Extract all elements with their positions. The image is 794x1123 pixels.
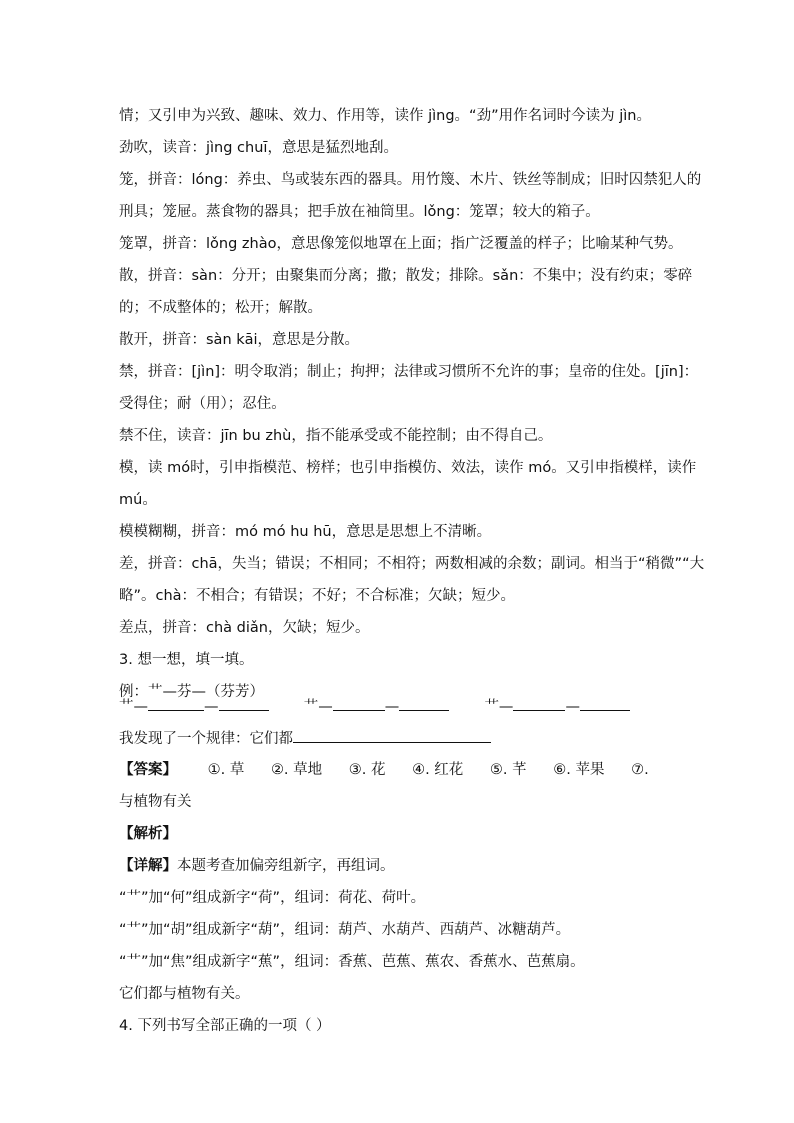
text-line: 劲吹，读音：jìng chuī，意思是猛烈地刮。 bbox=[119, 140, 398, 156]
detail-text: 本题考查加偏旁组新字，再组词。 bbox=[177, 858, 395, 874]
blank-field[interactable] bbox=[219, 696, 269, 711]
analysis-line: 它们都与植物有关。 bbox=[119, 986, 250, 1002]
analysis-line: “艹”加“焦”组成新字“蕉”，组词：香蕉、芭蕉、蕉农、香蕉水、芭蕉扇。 bbox=[119, 954, 585, 970]
analysis-label: 【解析】 bbox=[119, 826, 177, 842]
text-line: 禁，拼音：[jìn]：明令取消；制止；拘押；法律或习惯所不允许的事；皇帝的住处。[jīn]： bbox=[119, 364, 699, 380]
detail-label: 【详解】 bbox=[119, 858, 177, 874]
answer-label: 【答案】 bbox=[119, 762, 177, 778]
text-line: 散，拼音：sàn：分开；由聚集而分离；撒；散发；排除。sǎn：不集中；没有约束；零碎 bbox=[119, 268, 693, 284]
radical-label: 艹— bbox=[303, 699, 333, 715]
answer-item: ④. 红花 bbox=[412, 762, 464, 778]
answer-item: ②. 草地 bbox=[270, 762, 323, 778]
fill-blank-row bbox=[119, 696, 689, 717]
text-line: 刑具；笼屉。蒸食物的器具；把手放在袖筒里。lǒng：笼罩；较大的箱子。 bbox=[119, 204, 600, 220]
analysis-line: “艹”加“胡”组成新字“葫”，组词：葫芦、水葫芦、西葫芦、冰糖葫芦。 bbox=[119, 922, 571, 938]
radical-label: 艹— bbox=[484, 699, 514, 715]
detail-row bbox=[119, 856, 689, 876]
rule-row bbox=[119, 728, 689, 749]
blank-field[interactable] bbox=[148, 696, 204, 711]
blank-field[interactable] bbox=[580, 696, 630, 711]
answer-item: ⑥. 苹果 bbox=[553, 762, 605, 778]
rule-blank-field[interactable] bbox=[293, 728, 491, 743]
answer-item: ⑤. 芊 bbox=[489, 762, 527, 778]
text-line: 模模糊糊，拼音：mó mó hu hū，意思是思想上不清晰。 bbox=[119, 524, 492, 540]
question-3-example: 例：艹—芬—（芬芳） bbox=[119, 684, 264, 700]
question-4-title: 4. 下列书写全部正确的一项（ ） bbox=[119, 1018, 331, 1034]
blank-field[interactable] bbox=[333, 696, 385, 711]
text-line: 笼，拼音：lóng：养虫、鸟或装东西的器具。用竹篾、木片、铁丝等制成；旧时囚禁犯人的 bbox=[119, 172, 702, 188]
dash-label: — bbox=[565, 699, 580, 715]
text-line: 情；又引申为兴致、趣味、效力、作用等，读作 jìng。“劲”用作名词时今读为 jìn。 bbox=[119, 108, 651, 124]
dash-label: — bbox=[204, 699, 219, 715]
blank-field[interactable] bbox=[399, 696, 449, 711]
blank-field[interactable] bbox=[513, 696, 565, 711]
rule-prefix: 我发现了一个规律：它们都 bbox=[119, 731, 293, 747]
analysis-line: “艹”加“何”组成新字“荷”，组词：荷花、荷叶。 bbox=[119, 890, 426, 906]
text-line: 差点，拼音：chà diǎn，欠缺；短少。 bbox=[119, 620, 370, 636]
text-line: 笼罩，拼音：lǒng zhào，意思像笼似地罩在上面；指广泛覆盖的样子；比喻某种气势。 bbox=[119, 236, 683, 252]
answer-row bbox=[119, 760, 689, 780]
text-line: 略”。chà：不相合；有错误；不好；不合标准；欠缺；短少。 bbox=[119, 588, 516, 604]
answer-item: ①. 草 bbox=[207, 762, 245, 778]
text-line: 禁不住，读音：jīn bu zhù，指不能承受或不能控制；由不得自己。 bbox=[119, 428, 553, 444]
text-line: 的；不成整体的；松开；解散。 bbox=[119, 300, 322, 316]
text-line: 受得住；耐（用）；忍住。 bbox=[119, 396, 286, 412]
text-line: 散开，拼音：sàn kāi，意思是分散。 bbox=[119, 332, 360, 348]
answer-item: ⑦. bbox=[631, 762, 649, 778]
answer-continuation: 与植物有关 bbox=[119, 794, 192, 810]
dash-label: — bbox=[384, 699, 400, 715]
question-3-title: 3. 想一想，填一填。 bbox=[119, 652, 254, 668]
text-line: 差，拼音：chā，失当；错误；不相同；不相符；两数相减的余数；副词。相当于“稍微”“大 bbox=[119, 556, 705, 572]
text-line: 模，读 mó时，引申指模范、榜样；也引申指模仿、效法，读作 mó。又引申指模样，读作 bbox=[119, 460, 697, 476]
text-line: mú。 bbox=[119, 492, 157, 508]
answer-item: ③. 花 bbox=[348, 762, 386, 778]
radical-label: 艹— bbox=[119, 699, 148, 715]
